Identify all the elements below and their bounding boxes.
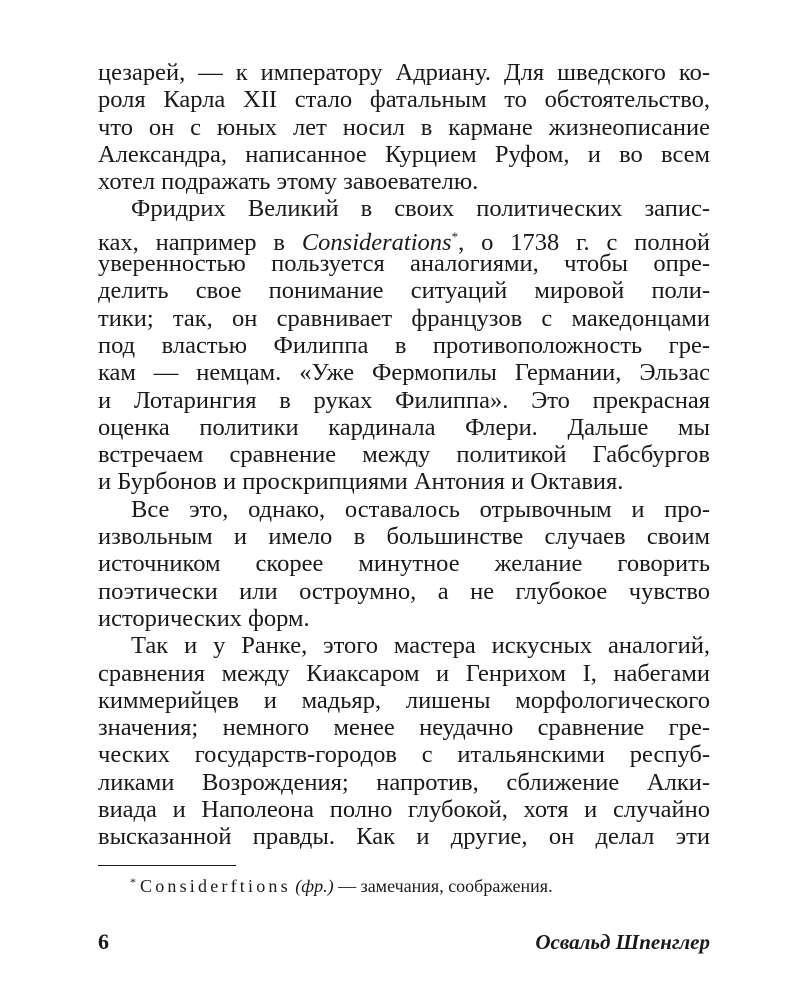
text-line: поэтически или остроумно, а не глубокое чувство	[98, 577, 710, 605]
text-line: кам — немцам. «Уже Фермопилы Германии, Эльзас	[98, 359, 710, 387]
text-line: высказанной правды. Как и другие, он делал эти	[98, 823, 710, 851]
text-line: исторических форм.	[98, 604, 310, 632]
text-segment: ках, например в	[98, 228, 302, 256]
text-line: виада и Наполеона полно глубокой, хотя и случайно	[98, 796, 710, 824]
text-line: значения; немного менее неудачно сравнение гре-	[98, 714, 710, 742]
text-line: хотел подражать этому завоевателю.	[98, 168, 479, 196]
footnote-divider	[98, 865, 236, 866]
running-footer-author: Освальд Шпенглер	[535, 930, 710, 954]
text-line: Фридрих Великий в своих политических запис-	[131, 195, 710, 223]
text-line: Все это, однако, оставалось отрывочным и про-	[131, 495, 710, 523]
text-line: что он с юных лет носил в кармане жизнеописание	[98, 113, 710, 141]
footnote-reference-marker: *	[451, 228, 459, 244]
text-segment: , о 1738 г. с полной	[458, 228, 710, 256]
text-line: тики; так, он сравнивает французов с македонцами	[98, 304, 710, 332]
text-line: и Лотарингия в руках Филиппа». Это прекрасная	[98, 386, 710, 414]
text-line: Так и у Ранке, этого мастера искусных аналогий,	[131, 632, 710, 660]
italic-term: Considerations	[301, 228, 452, 256]
text-line: Александра, написанное Курцием Руфом, и во всем	[98, 140, 710, 168]
text-line: киммерийцев и мадьяр, лишены морфологического	[98, 686, 710, 714]
footnote-text: — замечания, соображения.	[333, 876, 553, 896]
text-line: под властью Филиппа в противоположность гре-	[98, 331, 710, 359]
text-line: роля Карла XII стало фатальным то обстоятельство,	[98, 86, 710, 114]
text-line: ческих государств-городов с итальянскими респуб-	[98, 741, 710, 769]
footnote-marker: *	[130, 875, 136, 889]
footnote-language: (фр.)	[295, 876, 334, 896]
text-line: цезарей, — к императору Адриану. Для шведского ко-	[98, 59, 710, 86]
text-line: ликами Возрождения; напротив, сближение Алки-	[98, 768, 710, 796]
text-line: источником скорее минутное желание говорить	[98, 550, 710, 578]
page-number: 6	[98, 929, 109, 954]
text-line-with-italic	[98, 223, 710, 256]
text-line: извольным и имело в большинстве случаев своим	[98, 523, 710, 551]
text-line: сравнения между Киаксаром и Генрихом I, набегами	[98, 659, 710, 687]
text-line: оценка политики кардинала Флери. Дальше мы	[98, 413, 710, 441]
footnote	[130, 871, 553, 897]
body-text	[98, 59, 710, 851]
footnote-term: Considerftions	[140, 876, 291, 896]
text-line: и Бурбонов и проскрипциями Антония и Октавия.	[98, 468, 624, 496]
text-line: уверенностью пользуется аналогиями, чтобы опре-	[98, 250, 710, 278]
text-line: делить свое понимание ситуаций мировой поли-	[98, 277, 710, 305]
text-line: встречаем сравнение между политикой Габсбургов	[98, 441, 710, 469]
